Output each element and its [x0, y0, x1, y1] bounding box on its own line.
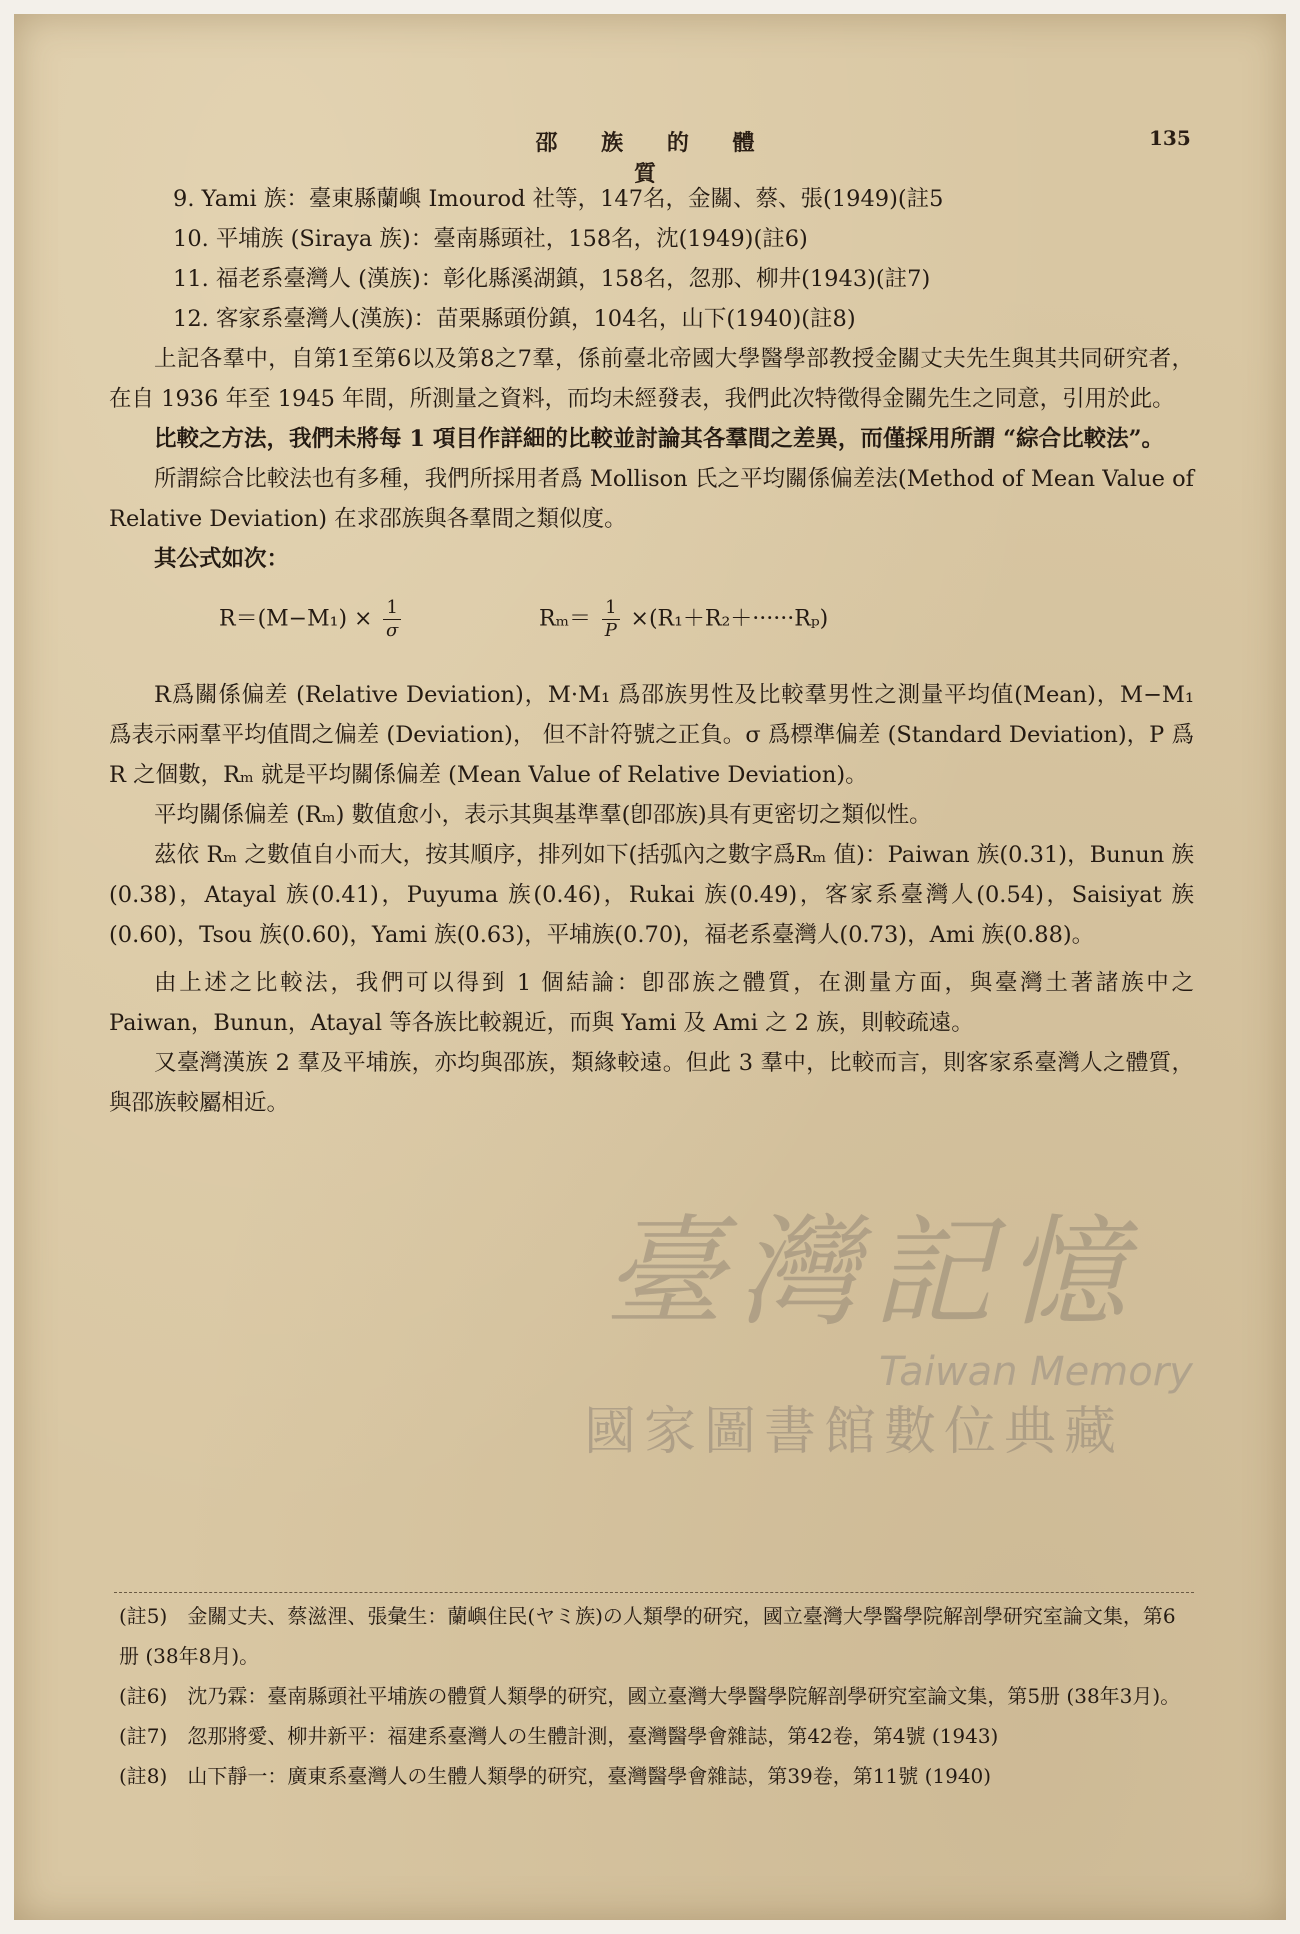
paragraph-conclusion: 由上述之比較法，我們可以得到 1 個結論：卽邵族之體質，在測量方面，與臺灣土著諸族中之 Paiwan，Bunun，Atayal 等各族比較親近，而與 Yami 及 Ami 之 2 族，則較疏遠。	[109, 970, 1194, 1036]
formula2-numerator: 1	[602, 597, 619, 620]
page-number: 135	[1149, 126, 1191, 150]
formula1-left: R＝(M−M₁) ×	[219, 606, 373, 632]
body-text	[109, 179, 1194, 1123]
formula1-numerator: 1	[383, 597, 400, 620]
paragraph-definitions: R爲關係偏差 (Relative Deviation)，M·M₁ 爲邵族男性及比較羣男性之測量平均值(Mean)，M−M₁ 爲表示兩羣平均值間之偏差 (Deviation)， 但不計符號之正負。σ 爲標準偏差 (Standard Deviation)，P 爲 R 之個數，Rₘ 就是平均關係偏差 (Mean Value of Relative Deviation)。	[109, 682, 1194, 788]
formula1-denominator: σ	[386, 620, 399, 641]
formula1-fraction	[383, 597, 400, 642]
sample-item-11: 11. 福老系臺灣人 (漢族)：彰化縣溪湖鎮，158名，忽那、柳井(1943)(註7)	[173, 266, 931, 292]
paragraph-method: 比較之方法，我們未將每 1 項目作詳細的比較並討論其各羣間之差異，而僅採用所謂 “綜合比較法”。	[154, 426, 1165, 452]
footnote-5: (註5) 金關丈夫、蔡滋浬、張彙生：蘭嶼住民(ヤミ族)の人類學的研究，國立臺灣大學醫學院解剖學研究室論文集，第6册 (38年8月)。	[119, 1604, 1176, 1668]
footnote-7: (註7) 忽那將愛、柳井新平：福建系臺灣人の生體計測，臺灣醫學會雜誌，第42卷，第4號 (1943)	[119, 1724, 999, 1748]
footnotes	[119, 1596, 1194, 1796]
footnote-divider	[114, 1592, 1194, 1593]
paragraph-ranking: 茲依 Rₘ 之數值自小而大，按其順序，排列如下(括弧內之數字爲Rₘ 值)：Paiwan 族(0.31)，Bunun 族(0.38)，Atayal 族(0.41)，Puyuma 族(0.46)，Rukai 族(0.49)，客家系臺灣人(0.54)，Saisiyat 族(0.60)，Tsou 族(0.60)，Yami 族(0.63)，平埔族(0.70)，福老系臺灣人(0.73)，Ami 族(0.88)。	[109, 842, 1194, 948]
taiwan-memory-watermark	[584, 1204, 1264, 1464]
paragraph-interpretation: 平均關係偏差 (Rₘ) 數值愈小，表示其與基準羣(卽邵族)具有更密切之類似性。	[154, 802, 932, 828]
paragraph-data-source: 上記各羣中，自第1至第6以及第8之7羣，係前臺北帝國大學醫學部教授金關丈夫先生與其共同研究者，在自 1936 年至 1945 年間，所測量之資料，而均未經發表，我們此次特徵得金關先生之同意，引用於此。	[109, 346, 1194, 412]
header-title: 邵 族 的 體 質	[535, 130, 773, 187]
formula2-denominator: P	[604, 620, 617, 641]
footnote-6: (註6) 沈乃霖：臺南縣頭社平埔族の體質人類學的研究，國立臺灣大學醫學院解剖學研究室論文集，第5册 (38年3月)。	[119, 1684, 1181, 1708]
watermark-org: 國家圖書館數位典藏	[584, 1402, 1125, 1462]
paragraph-formula-intro: 其公式如次：	[154, 546, 290, 572]
sample-item-12: 12. 客家系臺灣人(漢族)：苗栗縣頭份鎮，104名，山下(1940)(註8)	[173, 306, 856, 332]
formula-mean-relative-deviation	[539, 597, 828, 642]
document-page	[14, 14, 1286, 1920]
footnote-8: (註8) 山下靜一：廣東系臺灣人の生體人類學的研究，臺灣醫學會雜誌，第39卷，第11號 (1940)	[119, 1764, 992, 1788]
watermark-english: Taiwan Memory	[879, 1349, 1193, 1395]
formula2-right: ×(R₁＋R₂＋······Rₚ)	[630, 606, 829, 632]
paragraph-han-comparison: 又臺灣漢族 2 羣及平埔族，亦均與邵族，類緣較遠。但此 3 羣中，比較而言，則客家系臺灣人之體質，與邵族較屬相近。	[109, 1050, 1194, 1116]
watermark-chinese: 臺灣記憶	[604, 1204, 1140, 1343]
paragraph-mollison: 所謂綜合比較法也有多種，我們所採用者爲 Mollison 氏之平均關係偏差法(Method of Mean Value of Relative Deviation) 在求邵族與各羣間之類似度。	[109, 466, 1194, 532]
formula-relative-deviation	[219, 597, 405, 642]
formula2-left: Rₘ＝	[539, 606, 592, 632]
sample-item-10: 10. 平埔族 (Siraya 族)：臺南縣頭社，158名，沈(1949)(註6)	[173, 226, 808, 252]
formula-block	[109, 579, 1194, 675]
formula2-fraction	[602, 597, 619, 642]
sample-item-9: 9. Yami 族：臺東縣蘭嶼 Imourod 社等，147名，金關、蔡、張(1949)(註5	[173, 186, 944, 212]
